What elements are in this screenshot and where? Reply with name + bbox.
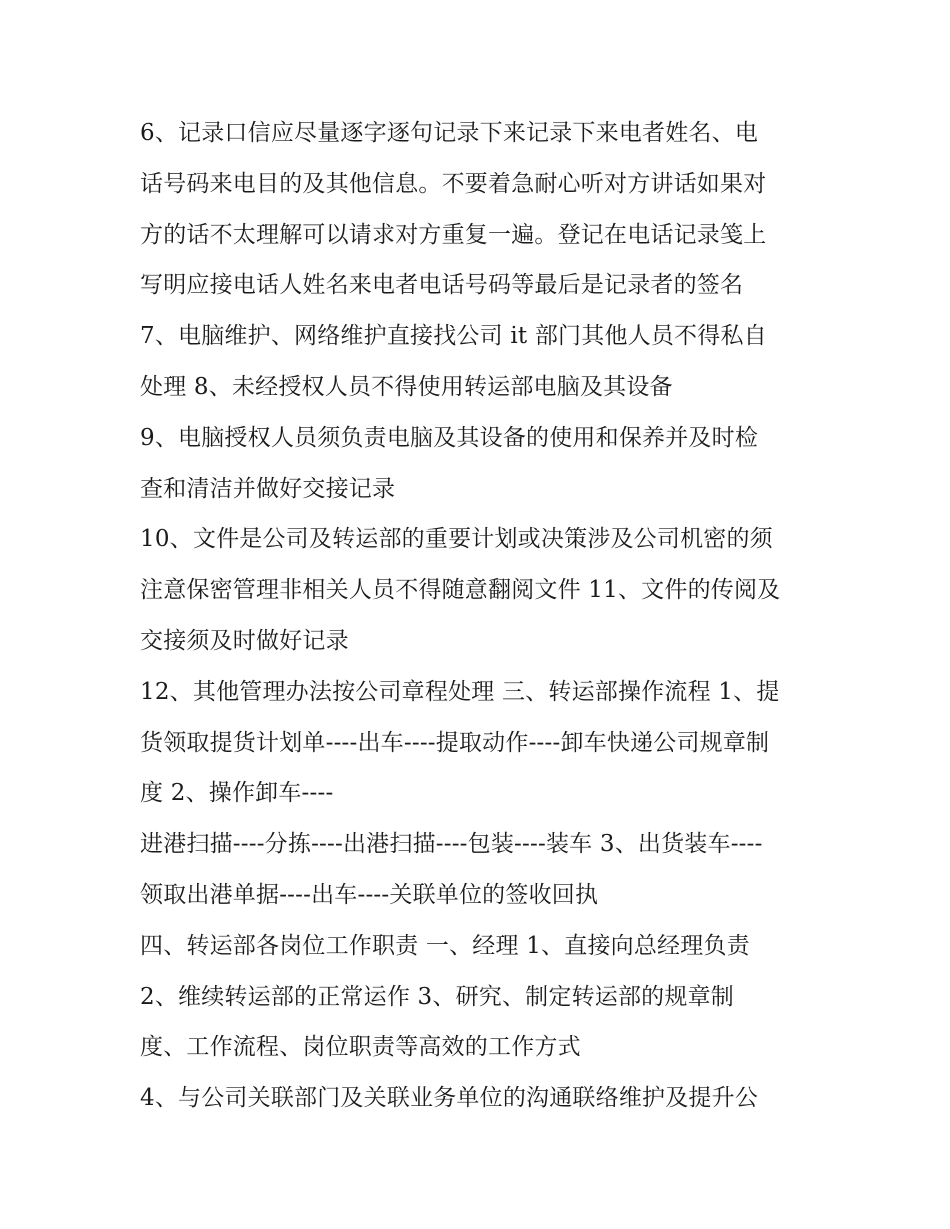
text-line: 话号码来电目的及其他信息。不要着急耐心听对方讲话如果对 (140, 170, 767, 197)
text-line: 处理 8、未经授权人员不得使用转运部电脑及其设备 (140, 373, 673, 400)
text-line: 7、电脑维护、网络维护直接找公司 it 部门其他人员不得私自 (140, 323, 767, 350)
text-line: 写明应接电话人姓名来电者电话号码等最后是记录者的签名 (140, 272, 744, 299)
text-line: 方的话不太理解可以请求对方重复一遍。登记在电话记录笺上 (140, 221, 767, 248)
text-line: 6、记录口信应尽量逐字逐句记录下来记录下来电者姓名、电 (140, 120, 759, 146)
text-line: 10、文件是公司及转运部的重要计划或决策涉及公司机密的须 (140, 526, 773, 553)
text-line: 货领取提货计划单----出车----提取动作----卸车快递公司规章制 (140, 729, 770, 756)
text-line: 查和清洁并做好交接记录 (140, 475, 396, 502)
text-line: 2、维续转运部的正常运作 3、研究、制定转运部的规章制 (140, 983, 734, 1010)
text-line: 交接须及时做好记录 (140, 627, 349, 654)
document-body (140, 108, 830, 1124)
text-line: 注意保密管理非相关人员不得随意翻阅文件 11、文件的传阅及 (140, 577, 781, 604)
text-line: 9、电脑授权人员须负责电脑及其设备的使用和保养并及时检 (140, 424, 759, 451)
text-line: 12、其他管理办法按公司章程处理 三、转运部操作流程 1、提 (140, 678, 780, 705)
text-line: 四、转运部各岗位工作职责 一、经理 1、直接向总经理负责 (140, 932, 750, 959)
text-line: 进港扫描----分拣----出港扫描----包装----装车 3、出货装车---- (140, 831, 763, 858)
text-line: 4、与公司关联部门及关联业务单位的沟通联络维护及提升公 (140, 1085, 759, 1112)
text-line: 领取出港单据----出车----关联单位的签收回执 (140, 881, 599, 908)
text-line: 度、工作流程、岗位职责等高效的工作方式 (140, 1034, 581, 1061)
text-line: 度 2、操作卸车---- (140, 780, 334, 807)
